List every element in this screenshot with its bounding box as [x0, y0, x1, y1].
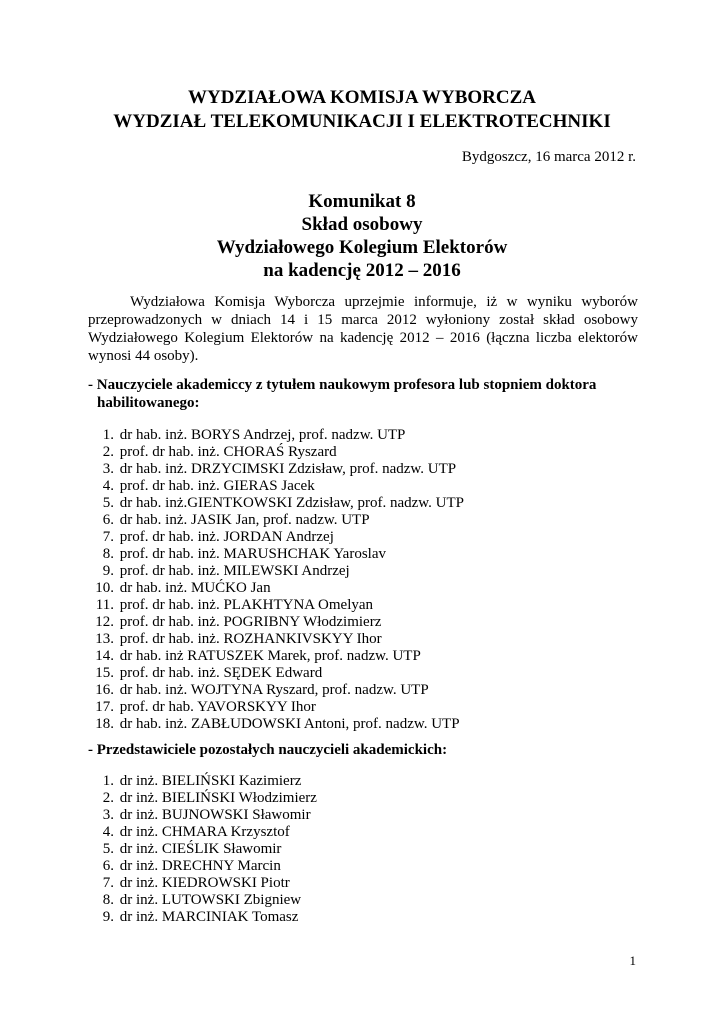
- list-item: [88, 512, 464, 529]
- list-item-number: 12.: [95, 614, 114, 630]
- list-item-number: 5.: [102, 495, 114, 511]
- list-item: [88, 529, 464, 546]
- list-item-number: 8.: [102, 546, 114, 562]
- list-item-number: 7.: [102, 875, 114, 891]
- intro-paragraph: Wydziałowa Komisja Wyborcza uprzejmie informuje, iż w wyniku wyborów przeprowadzonych w dniach 14 i 15 marca 2012 wyłoniony został skład osobowy Wydziałowego Kolegium Elektorów na kadencję 2012 – 2016 (łączna liczba elektorów wynosi 44 osoby).: [88, 294, 638, 364]
- list-item-text: dr hab. inż. BORYS Andrzej, prof. nadzw. UTP: [119, 427, 406, 443]
- list-item-text: prof. dr hab. inż. MILEWSKI Andrzej: [119, 563, 350, 579]
- list-item-number: 3.: [102, 807, 114, 823]
- list-item-text: dr hab. inż. DRZYCIMSKI Zdzisław, prof. nadzw. UTP: [119, 461, 457, 477]
- list-item-text: dr hab. inż. WOJTYNA Ryszard, prof. nadzw. UTP: [119, 682, 429, 698]
- list-item-text: prof. dr hab. inż. MARUSHCHAK Yaroslav: [119, 546, 386, 562]
- list-item: [88, 773, 317, 790]
- list-item: [88, 716, 464, 733]
- list-item: [88, 580, 464, 597]
- list-item-text: prof. dr hab. inż. PLAKHTYNA Omelyan: [119, 597, 374, 613]
- list-item-text: prof. dr hab. inż. ROZHANKIVSKYY Ihor: [119, 631, 382, 647]
- list-item-number: 18.: [95, 716, 114, 732]
- commission-name: WYDZIAŁOWA KOMISJA WYBORCZA: [187, 87, 537, 108]
- list-item: [88, 597, 464, 614]
- list-item-number: 4.: [102, 478, 114, 494]
- list-item-number: 3.: [102, 461, 114, 477]
- list-item-text: dr hab. inż. ZABŁUDOWSKI Antoni, prof. nadzw. UTP: [119, 716, 460, 732]
- list-item-text: dr inż. MARCINIAK Tomasz: [119, 909, 299, 925]
- list-item: [88, 614, 464, 631]
- list-item-number: 1.: [102, 773, 114, 789]
- list-item-number: 10.: [95, 580, 114, 596]
- list-item-number: 9.: [102, 563, 114, 579]
- list-item-text: dr hab. inż.GIENTKOWSKI Zdzisław, prof. nadzw. UTP: [119, 495, 464, 511]
- list-item: [88, 461, 464, 478]
- list-item-text: prof. dr hab. inż. JORDAN Andrzej: [119, 529, 334, 545]
- list-item-number: 2.: [102, 790, 114, 806]
- list-item-text: prof. dr hab. inż. SĘDEK Edward: [119, 665, 323, 681]
- list-item: [88, 478, 464, 495]
- professors-list: [88, 427, 464, 733]
- list-item: [88, 858, 317, 875]
- list-item: [88, 790, 317, 807]
- list-item: [88, 546, 464, 563]
- list-item: [88, 444, 464, 461]
- list-item-number: 5.: [102, 841, 114, 857]
- list-item: [88, 841, 317, 858]
- list-item: [88, 563, 464, 580]
- list-item-text: dr inż. LUTOWSKI Zbigniew: [119, 892, 302, 908]
- list-item-number: 14.: [95, 648, 114, 664]
- list-item: [88, 824, 317, 841]
- list-item-text: dr inż. BIELIŃSKI Włodzimierz: [119, 790, 317, 806]
- list-item-number: 11.: [95, 597, 114, 613]
- list-item: [88, 665, 464, 682]
- list-item-text: prof. dr hab. inż. GIERAS Jacek: [119, 478, 315, 494]
- list-item-text: dr inż. CHMARA Krzysztof: [119, 824, 290, 840]
- list-item-number: 17.: [95, 699, 114, 715]
- list-item: [88, 682, 464, 699]
- faculty-name: WYDZIAŁ TELEKOMUNIKACJI I ELEKTROTECHNIKI: [113, 111, 611, 132]
- list-item-number: 2.: [102, 444, 114, 460]
- list-item-number: 9.: [102, 909, 114, 925]
- list-item-text: dr inż. BIELIŃSKI Kazimierz: [119, 773, 302, 789]
- list-item-text: prof. dr hab. inż. CHORAŚ Ryszard: [119, 444, 337, 460]
- document-date: Bydgoszcz, 16 marca 2012 r.: [461, 149, 636, 165]
- list-item-number: 15.: [95, 665, 114, 681]
- title-line-2: Skład osobowy: [301, 214, 423, 235]
- list-item-text: dr inż. BUJNOWSKI Sławomir: [119, 807, 311, 823]
- list-item-number: 4.: [102, 824, 114, 840]
- page-number: 1: [629, 953, 636, 968]
- list-item-text: dr hab. inż RATUSZEK Marek, prof. nadzw. UTP: [119, 648, 421, 664]
- list-item-number: 16.: [95, 682, 114, 698]
- title-line-4: na kadencję 2012 – 2016: [263, 260, 461, 281]
- list-item-number: 6.: [102, 512, 114, 528]
- list-item-number: 6.: [102, 858, 114, 874]
- list-item-number: 7.: [102, 529, 114, 545]
- list-item-text: dr inż. CIEŚLIK Sławomir: [119, 841, 282, 857]
- list-item-text: prof. dr hab. inż. POGRIBNY Włodzimierz: [119, 614, 382, 630]
- list-item: [88, 699, 464, 716]
- list-item-number: 8.: [102, 892, 114, 908]
- announcement-number: Komunikat 8: [308, 191, 416, 212]
- list-item-text: dr inż. DRECHNY Marcin: [119, 858, 281, 874]
- list-item: [88, 648, 464, 665]
- list-item: [88, 631, 464, 648]
- list-item-text: prof. dr hab. YAVORSKYY Ihor: [119, 699, 316, 715]
- list-item: [88, 427, 464, 444]
- list-item: [88, 807, 317, 824]
- list-item-number: 1.: [102, 427, 114, 443]
- list-item-number: 13.: [95, 631, 114, 647]
- list-item-text: dr hab. inż. MUĆKO Jan: [119, 580, 271, 596]
- list-item: [88, 875, 317, 892]
- section-heading-other-staff: - Przedstawiciele pozostałych nauczycieli akademickich:: [88, 742, 448, 758]
- list-item: [88, 909, 317, 926]
- list-item-text: dr hab. inż. JASIK Jan, prof. nadzw. UTP: [119, 512, 370, 528]
- title-line-3: Wydziałowego Kolegium Elektorów: [216, 237, 508, 258]
- other-staff-list: [88, 773, 317, 926]
- list-item: [88, 892, 317, 909]
- section-heading-professors: - Nauczyciele akademiccy z tytułem naukowym profesora lub stopniem doktora habilitowanego:: [88, 377, 597, 411]
- list-item-text: dr inż. KIEDROWSKI Piotr: [119, 875, 290, 891]
- list-item: [88, 495, 464, 512]
